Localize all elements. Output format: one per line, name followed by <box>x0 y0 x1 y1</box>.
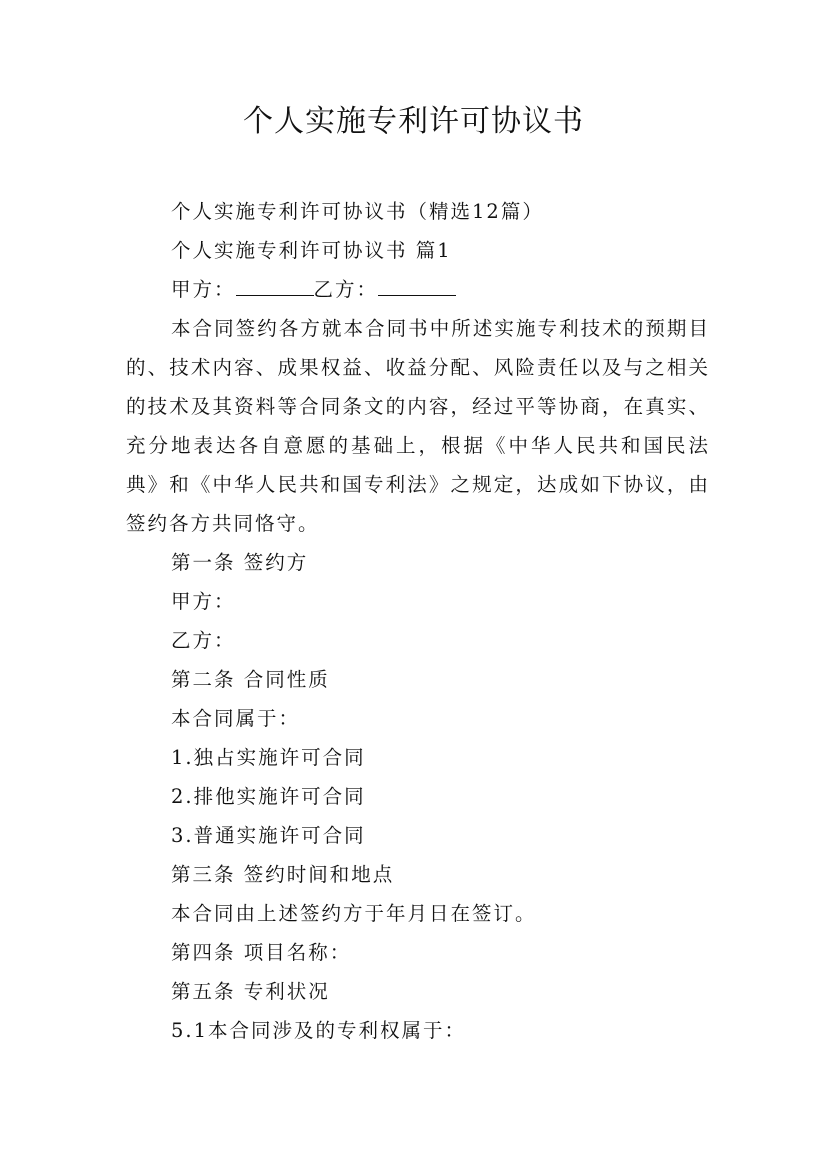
party-a-blank <box>236 273 314 296</box>
clause-line: 第四条 项目名称： <box>171 941 352 964</box>
clause-line: 本合同属于： <box>171 707 301 730</box>
clause-line: 5.1本合同涉及的专利权属于： <box>171 1019 467 1042</box>
party-a-label: 甲方： <box>171 278 236 301</box>
intro-paragraph: 本合同签约各方就本合同书中所述实施专利技术的预期目的、技术内容、成果权益、收益分配、风险责任以及与之相关的技术及其资料等合同条文的内容，经过平等协商，在真实、充分地表达各自意愿的基础上，根据《中华人民共和国民法典》和《中华人民共和国专利法》之规定，达成如下协议，由签约各方共同恪守。 <box>126 317 710 535</box>
document-subtitle: 个人实施专利许可协议书（精选12篇） <box>171 200 544 223</box>
section-heading: 个人实施专利许可协议书 篇1 <box>171 239 452 262</box>
document-body <box>126 192 710 1050</box>
document-title: 个人实施专利许可协议书 <box>243 104 584 139</box>
clause-line: 本合同由上述签约方于年月日在签订。 <box>171 902 537 925</box>
party-signature-line <box>126 270 710 309</box>
party-b-blank <box>378 273 456 296</box>
clause-line: 1.独占实施许可合同 <box>171 746 366 769</box>
clause-line: 第五条 专利状况 <box>171 980 330 1003</box>
clause-line: 2.排他实施许可合同 <box>171 785 366 808</box>
clause-line: 甲方： <box>171 590 236 613</box>
clause-line: 第三条 签约时间和地点 <box>171 863 395 886</box>
clause-line: 第一条 签约方 <box>171 551 309 574</box>
clause-line: 3.普通实施许可合同 <box>171 824 366 847</box>
party-b-label: 乙方： <box>313 278 379 301</box>
clause-line: 第二条 合同性质 <box>171 668 330 691</box>
clause-line: 乙方： <box>171 629 236 652</box>
